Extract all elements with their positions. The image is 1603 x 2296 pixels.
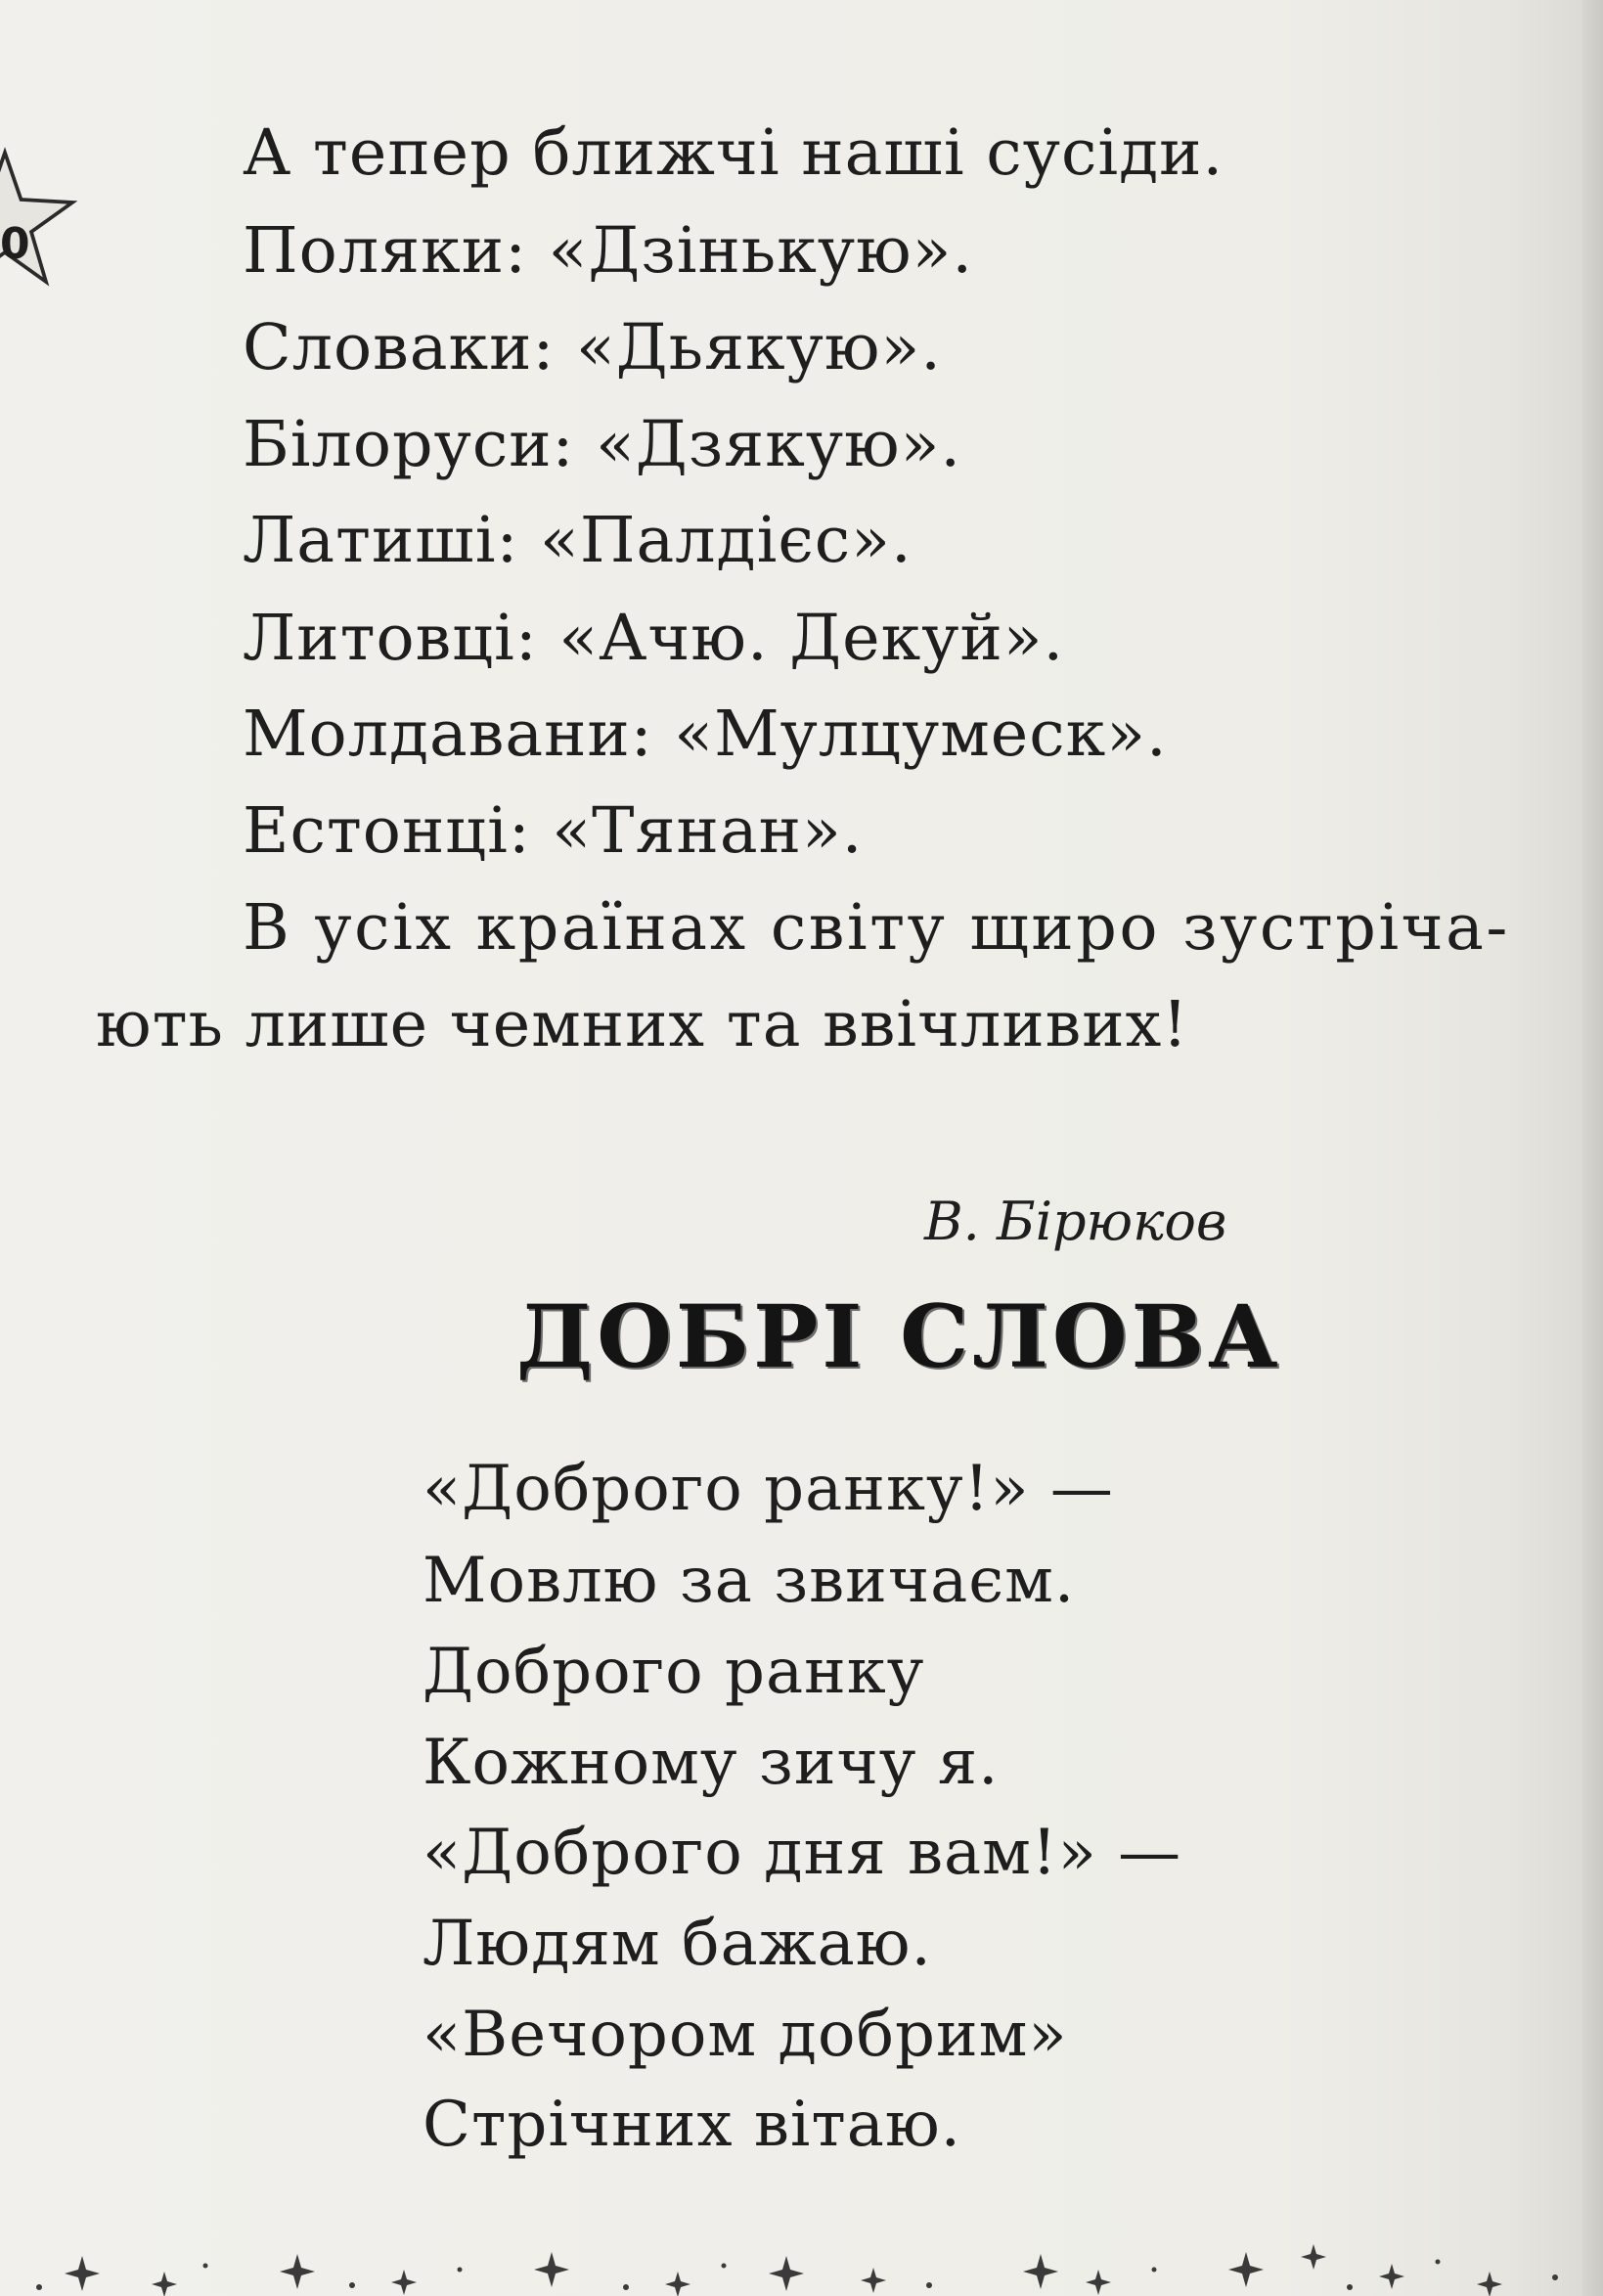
poem1-line: Латиші: «Палдієс». xyxy=(243,504,913,577)
poem2-line: Людям бажаю. xyxy=(423,1908,932,1980)
poem1-line: Молдавани: «Мулцумеск». xyxy=(243,698,1168,771)
poem2-line: «Вечором добрим» xyxy=(423,1999,1068,2071)
poem2-line: Кожному зичу я. xyxy=(423,1727,1000,1799)
poem1-line: Естонці: «Тянан». xyxy=(243,794,864,868)
poem2-line: Стрічних вітаю. xyxy=(423,2089,961,2161)
decorative-sparkles-icon xyxy=(0,2172,1603,2296)
poem1-author: В. Бірюков xyxy=(924,1191,1227,1252)
poem1-line: Білоруси: «Дзякую». xyxy=(243,408,962,481)
poem2-line: Мовлю за звичаєм. xyxy=(423,1545,1076,1617)
poem2-line: Доброго ранку xyxy=(423,1636,925,1708)
poem1-line: ють лише чемних та ввічливих! xyxy=(96,988,1189,1061)
poem1-line: Словаки: «Дьякую». xyxy=(243,311,942,384)
page-number: 0 xyxy=(0,219,30,269)
poem1-line: А тепер ближчі наші сусіди. xyxy=(243,116,1225,190)
poem2-title: ДОБРІ СЛОВА xyxy=(516,1285,1282,1387)
poem2-line: «Доброго дня вам!» — xyxy=(423,1817,1182,1889)
poem1-line: Литовці: «Ачю. Декуй». xyxy=(243,602,1065,675)
page-edge-shadow xyxy=(1581,0,1603,2296)
poem1-line: В усіх країнах світу щиро зустріча- xyxy=(243,891,1510,965)
poem2-line: «Доброго ранку!» — xyxy=(423,1453,1114,1525)
poem1-line: Поляки: «Дзінькую». xyxy=(243,214,974,288)
